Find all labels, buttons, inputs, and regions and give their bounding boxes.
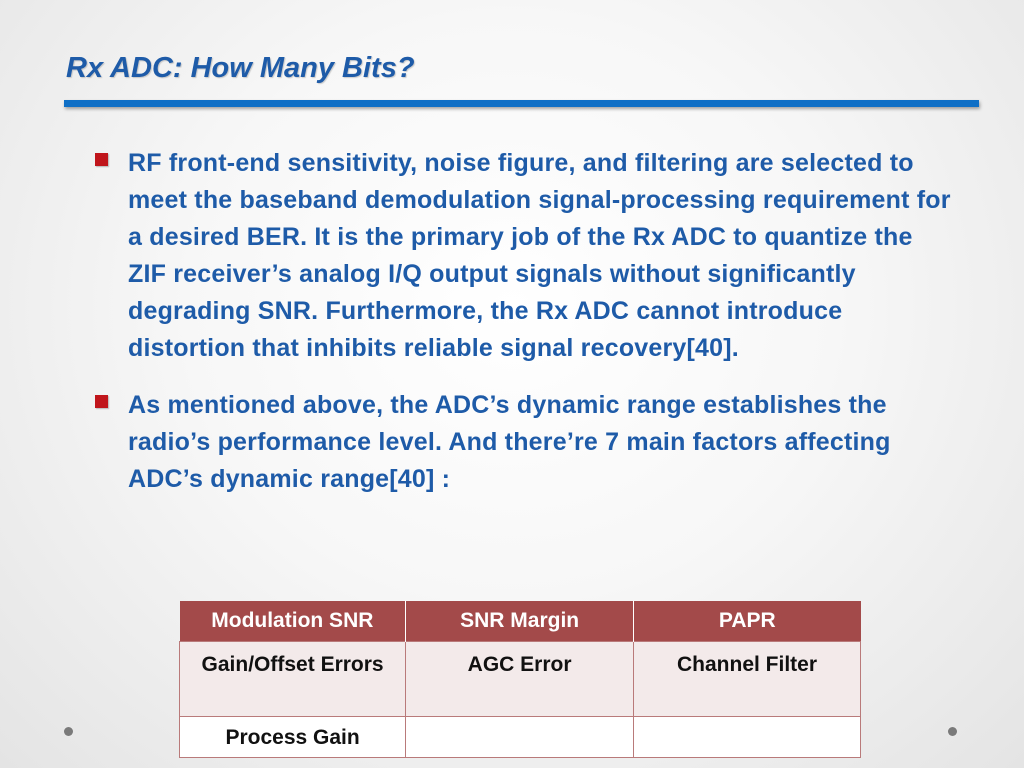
title-underline [64,100,979,107]
table-cell [406,717,634,758]
bullet-text: As mentioned above, the ADC’s dynamic range establishes the radio’s performance level. And there’re 7 main factors affecting ADC’s dynamic range[40] : [128,391,891,493]
table-cell: AGC Error [406,642,634,717]
table-cell: Channel Filter [634,642,861,717]
square-bullet-icon [95,153,108,166]
table-header-cell: SNR Margin [406,601,634,642]
slide-dot-left [64,727,73,736]
square-bullet-icon [95,395,108,408]
table-header-cell: PAPR [634,601,861,642]
table-row [180,717,861,758]
factors-table [179,601,861,758]
table-cell: Gain/Offset Errors [180,642,406,717]
table-row [180,642,861,717]
slide-title: Rx ADC: How Many Bits? [66,52,415,84]
bullet-text: RF front-end sensitivity, noise figure, and filtering are selected to meet the baseband demodulation signal-processing requirement for a desired BER. It is the primary job of the Rx ADC to quantize the ZIF receiver’s analog I/Q output signals without significantly degrading SNR. Furthermore, the Rx ADC cannot introduce distortion that inhibits reliable signal recovery[40]. [128,149,951,362]
bullet-list [95,145,955,518]
table-header-cell: Modulation SNR [180,601,406,642]
table-header-row [180,601,861,642]
bullet-item [95,387,955,498]
bullet-item [95,145,955,367]
slide-dot-right [948,727,957,736]
table-cell [634,717,861,758]
table-cell: Process Gain [180,717,406,758]
